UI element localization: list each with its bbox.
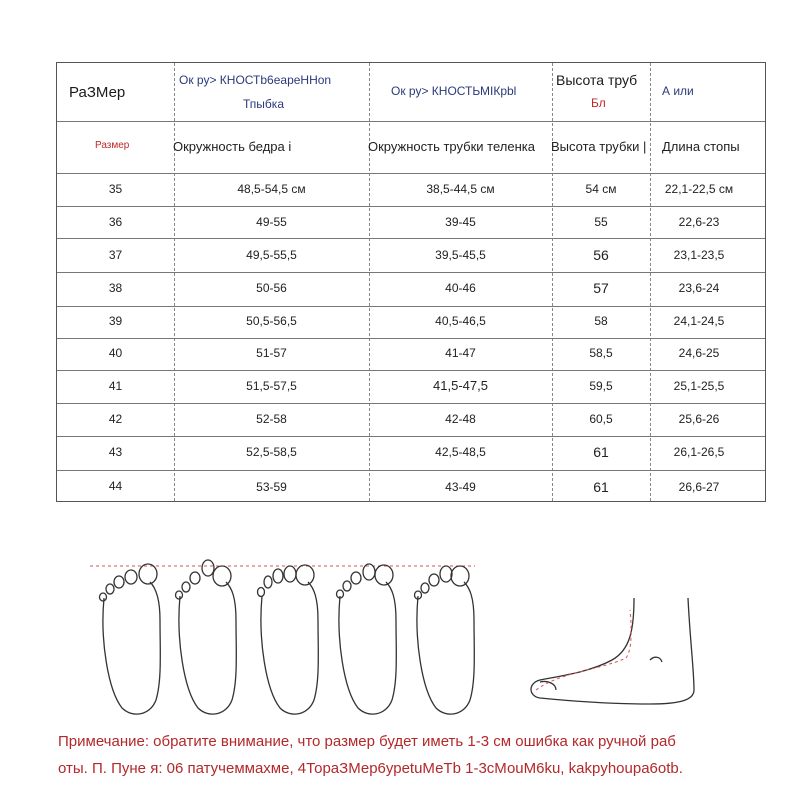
cell-size: 43 bbox=[108, 445, 123, 459]
cell-size: 39 bbox=[108, 314, 123, 328]
cell-thigh: 52,5-58,5 bbox=[246, 445, 297, 459]
cell-foot: 23,6-24 bbox=[678, 281, 720, 295]
header-thigh-label: Ок ру> КНОСТb6еареННоn bbox=[179, 73, 332, 87]
cell-foot: 23,1-23,5 bbox=[673, 248, 725, 262]
header-calf-label: Ок ру> КНОСТЬМIКpbl bbox=[391, 84, 517, 98]
cell-foot: 26,6-27 bbox=[678, 480, 720, 494]
note-line-2: оты. П. Пуне я: 06 патучеммахме, 4ТораЗМер6уреtuМеТb 1-3сМоuМ6ku, kаkрyhоupа6оtb. bbox=[58, 760, 683, 777]
cell-thigh: 53-59 bbox=[256, 480, 287, 494]
roman-foot-icon bbox=[337, 564, 397, 714]
greek-foot-icon bbox=[176, 560, 237, 714]
cell-thigh: 51,5-57,5 bbox=[246, 379, 297, 393]
cell-foot: 22,6-23 bbox=[678, 215, 720, 229]
cell-thigh: 52-58 bbox=[256, 412, 287, 426]
cell-foot: 25,6-26 bbox=[678, 412, 720, 426]
header-height-label: Высота труб bbox=[556, 72, 638, 88]
cell-height: 54 см bbox=[585, 182, 617, 196]
cell-calf: 43-49 bbox=[445, 480, 476, 494]
cell-height: 61 bbox=[593, 479, 609, 495]
cell-thigh: 51-57 bbox=[256, 346, 287, 360]
cell-calf: 41,5-47,5 bbox=[433, 378, 488, 393]
cell-calf: 42-48 bbox=[445, 412, 476, 426]
cell-height: 61 bbox=[593, 444, 609, 460]
egyptian-foot-icon bbox=[100, 564, 161, 714]
header-height-sub: Бл bbox=[591, 96, 606, 110]
cell-calf: 42,5-48,5 bbox=[435, 445, 486, 459]
cell-foot: 25,1-25,5 bbox=[673, 379, 725, 393]
cell-calf: 39-45 bbox=[445, 215, 476, 229]
subheader-thigh: Окружность бедра i bbox=[173, 139, 292, 154]
cell-size: 36 bbox=[108, 215, 123, 229]
cell-foot: 22,1-22,5 см bbox=[664, 182, 734, 196]
cell-height: 55 bbox=[594, 215, 608, 229]
cell-height: 57 bbox=[593, 280, 609, 296]
cell-thigh: 50-56 bbox=[256, 281, 287, 295]
subheader-height: Высота трубки | bbox=[551, 139, 647, 154]
square-foot-icon bbox=[258, 565, 319, 714]
header-size-label: РаЗМер bbox=[69, 84, 126, 101]
cell-foot: 24,6-25 bbox=[678, 346, 720, 360]
cell-size: 38 bbox=[108, 281, 123, 295]
cell-size: 42 bbox=[108, 412, 123, 426]
cell-thigh: 49,5-55,5 bbox=[246, 248, 297, 262]
cell-calf: 39,5-45,5 bbox=[435, 248, 486, 262]
header-thigh-sub: Тпыбка bbox=[243, 97, 284, 111]
cell-height: 58 bbox=[594, 314, 608, 328]
cell-size: 35 bbox=[108, 182, 123, 196]
cell-thigh: 48,5-54,5 см bbox=[237, 182, 306, 196]
cell-foot: 24,1-24,5 bbox=[673, 314, 725, 328]
cell-size: 40 bbox=[108, 346, 123, 360]
cell-size: 41 bbox=[108, 379, 123, 393]
cell-calf: 40-46 bbox=[445, 281, 476, 295]
cell-height: 60,5 bbox=[589, 412, 613, 426]
cell-height: 58,5 bbox=[589, 346, 613, 360]
cell-size: 37 bbox=[108, 248, 123, 262]
foot-side-view-icon bbox=[531, 598, 694, 704]
note-line-1: Примечание: обратите внимание, что размер будет иметь 1-3 см ошибка как ручной раб bbox=[58, 733, 676, 750]
cell-height: 56 bbox=[593, 247, 609, 263]
subheader-calf: Окружность трубки теленка bbox=[368, 139, 535, 154]
cell-thigh: 50,5-56,5 bbox=[246, 314, 297, 328]
germanic-foot-icon bbox=[415, 566, 475, 714]
cell-size: 44 bbox=[108, 479, 123, 493]
cell-calf: 38,5-44,5 см bbox=[426, 182, 495, 196]
cell-foot: 26,1-26,5 bbox=[673, 445, 725, 459]
cell-calf: 40,5-46,5 bbox=[435, 314, 486, 328]
cell-thigh: 49-55 bbox=[256, 215, 287, 229]
cell-calf: 41-47 bbox=[445, 346, 476, 360]
header-foot-label: А или bbox=[662, 84, 694, 98]
cell-height: 59,5 bbox=[589, 379, 613, 393]
subheader-size: Размер bbox=[95, 140, 130, 151]
subheader-foot: Длина стопы bbox=[662, 139, 740, 154]
